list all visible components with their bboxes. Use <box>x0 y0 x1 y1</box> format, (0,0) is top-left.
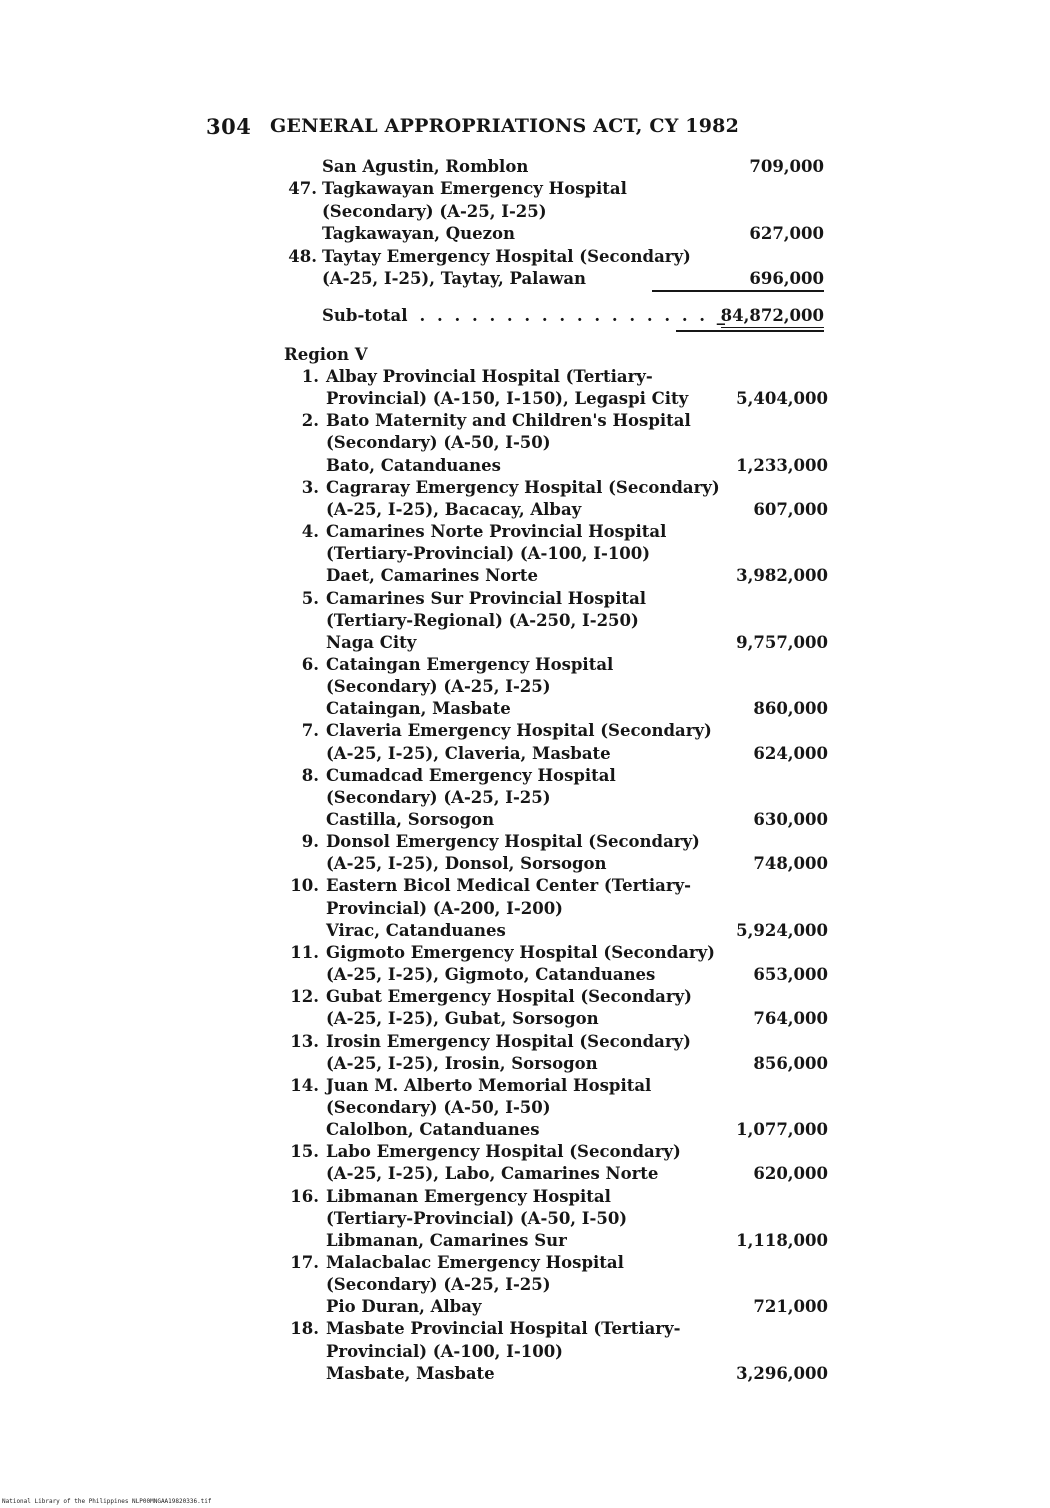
subtotal-row <box>0 305 1050 327</box>
entry-line <box>0 1230 1050 1252</box>
region-title: Region V <box>284 345 368 364</box>
entry-number: 13. <box>290 1031 319 1051</box>
entry-line <box>0 986 1050 1008</box>
entry-text: (Tertiary-Provincial) (A-50, I-50) <box>326 1208 628 1228</box>
entry-line <box>0 565 1050 587</box>
entry-line <box>0 543 1050 565</box>
entry-amount: 3,296,000 <box>736 1363 828 1383</box>
entry-amount: 696,000 <box>749 269 824 288</box>
entry-line <box>0 720 1050 742</box>
entry-line <box>0 268 1050 290</box>
subtotal-amount: 84,872,000 <box>721 305 824 328</box>
entry-amount: 653,000 <box>753 965 828 985</box>
entry-number: 18. <box>290 1319 319 1339</box>
entry-text: (Secondary) (A-25, I-25) <box>326 677 551 697</box>
entry-text: Cumadcad Emergency Hospital <box>326 765 616 785</box>
entry-text: Masbate, Masbate <box>326 1363 495 1383</box>
entry-text: (A-25, I-25), Irosin, Sorsogon <box>326 1053 598 1073</box>
entry-line <box>0 246 1050 268</box>
entry-line <box>0 875 1050 897</box>
entry-line <box>0 1008 1050 1030</box>
entry-line <box>0 1252 1050 1274</box>
entry-text: Taytay Emergency Hospital (Secondary) <box>322 246 691 266</box>
entry-amount: 624,000 <box>753 743 828 763</box>
entry-line <box>0 223 1050 245</box>
scan-footer: National Library of the Philippines NLP00MNGAA19820336.tif <box>2 1498 212 1505</box>
entry-text: Tagkawayan, Quezon <box>322 224 515 244</box>
entry-text: Donsol Emergency Hospital (Secondary) <box>326 832 700 852</box>
entry-line <box>0 156 1050 178</box>
entry-text: (Secondary) (A-25, I-25) <box>326 787 551 807</box>
entry-line <box>0 632 1050 654</box>
entry-amount: 627,000 <box>749 224 824 244</box>
entry-text: Cataingan, Masbate <box>326 699 511 719</box>
entry-line <box>0 853 1050 875</box>
entry-line <box>0 1363 1050 1385</box>
entry-number: 1. <box>301 367 319 386</box>
entry-text: Cataingan Emergency Hospital <box>326 654 614 674</box>
entry-text: Irosin Emergency Hospital (Secondary) <box>326 1031 691 1051</box>
entry-text: Daet, Camarines Norte <box>326 566 538 586</box>
entry-amount: 764,000 <box>753 1009 828 1029</box>
entry-line <box>0 698 1050 720</box>
entry-line <box>0 477 1050 499</box>
entry-amount: 860,000 <box>753 699 828 719</box>
entry-amount: 5,924,000 <box>736 920 828 940</box>
entry-number: 14. <box>290 1075 319 1095</box>
entry-text: Bato, Catanduanes <box>326 455 501 475</box>
subtotal-dots: . . . . . . . . . . . . . . . . . . _ <box>402 306 729 325</box>
entry-text: (Tertiary-Regional) (A-250, I-250) <box>326 610 639 630</box>
entry-text: (A-25, I-25), Gigmoto, Catanduanes <box>326 965 656 985</box>
entry-number: 2. <box>301 411 319 431</box>
entry-number: 11. <box>290 942 319 962</box>
page-title: GENERAL APPROPRIATIONS ACT, CY 1982 <box>270 115 739 137</box>
entry-number: 5. <box>301 588 319 608</box>
entry-line <box>0 1097 1050 1119</box>
entry-text: (A-25, I-25), Labo, Camarines Norte <box>326 1164 659 1184</box>
entry-line <box>0 676 1050 698</box>
entry-text: (A-25, I-25), Gubat, Sorsogon <box>326 1009 599 1029</box>
entry-text: Pio Duran, Albay <box>326 1297 482 1317</box>
entry-text: Calolbon, Catanduanes <box>326 1120 540 1140</box>
entry-text: (Secondary) (A-25, I-25) <box>326 1275 551 1295</box>
entry-amount: 1,233,000 <box>736 455 828 475</box>
entry-line <box>0 588 1050 610</box>
entry-text: Naga City <box>326 632 417 652</box>
entry-amount: 607,000 <box>753 499 828 519</box>
entry-line <box>0 1296 1050 1318</box>
entry-line <box>0 610 1050 632</box>
entry-line <box>0 521 1050 543</box>
entry-text: Masbate Provincial Hospital (Tertiary- <box>326 1319 681 1339</box>
entry-line <box>0 1053 1050 1075</box>
entry-amount: 3,982,000 <box>736 566 828 586</box>
entry-amount: 630,000 <box>753 810 828 829</box>
entry-amount: 5,404,000 <box>736 389 828 409</box>
entry-amount: 9,757,000 <box>736 632 828 652</box>
entry-number: 7. <box>301 721 319 741</box>
entry-line <box>0 432 1050 454</box>
entry-line <box>0 831 1050 853</box>
entry-number: 15. <box>290 1142 319 1162</box>
region-heading <box>0 344 1050 366</box>
entry-text: (Secondary) (A-25, I-25) <box>322 201 547 221</box>
entry-text: Bato Maternity and Children's Hospital <box>326 411 691 431</box>
entry-text: Castilla, Sorsogon <box>326 810 495 829</box>
entry-amount: 1,077,000 <box>736 1120 828 1140</box>
entry-amount: 856,000 <box>753 1053 828 1073</box>
entry-number: 17. <box>290 1253 319 1272</box>
entry-line <box>0 964 1050 986</box>
entry-amount: 709,000 <box>749 157 824 176</box>
entry-text: Albay Provincial Hospital (Tertiary- <box>326 367 653 386</box>
entry-amount: 748,000 <box>753 854 828 874</box>
page-number: 304 <box>206 114 252 139</box>
entry-line <box>0 388 1050 410</box>
entry-line <box>0 1274 1050 1296</box>
entry-line <box>0 1318 1050 1340</box>
entry-amount: 620,000 <box>753 1164 828 1184</box>
entry-line <box>0 1186 1050 1208</box>
entry-line <box>0 499 1050 521</box>
entry-number: 47. <box>288 179 317 199</box>
entry-line <box>0 1031 1050 1053</box>
entry-text: Juan M. Alberto Memorial Hospital <box>326 1075 652 1095</box>
entry-text: (Secondary) (A-50, I-50) <box>326 1097 551 1117</box>
entry-text: Provincial) (A-200, I-200) <box>326 898 563 918</box>
entry-line <box>0 410 1050 432</box>
entry-line <box>0 920 1050 942</box>
entry-number: 48. <box>288 246 317 266</box>
entry-line <box>0 366 1050 388</box>
entry-text: Malacbalac Emergency Hospital <box>326 1253 624 1272</box>
entry-text: Virac, Catanduanes <box>326 920 506 940</box>
entry-text: Tagkawayan Emergency Hospital <box>322 179 627 199</box>
subtotal-label: Sub-total <box>322 306 408 325</box>
entry-text: Libmanan, Camarines Sur <box>326 1230 567 1250</box>
entry-text: Provincial) (A-100, I-100) <box>326 1341 563 1361</box>
entry-number: 9. <box>301 832 319 852</box>
entry-text: Gigmoto Emergency Hospital (Secondary) <box>326 942 715 962</box>
entry-number: 12. <box>290 987 319 1007</box>
entry-number: 8. <box>301 765 319 785</box>
entry-line <box>0 654 1050 676</box>
entry-line <box>0 787 1050 809</box>
entry-line <box>0 809 1050 831</box>
entry-text: Provincial) (A-150, I-150), Legaspi City <box>326 389 689 409</box>
entry-text: Libmanan Emergency Hospital <box>326 1186 611 1206</box>
entry-line <box>0 1341 1050 1363</box>
entry-line <box>0 898 1050 920</box>
entry-line <box>0 1141 1050 1163</box>
entry-amount: 721,000 <box>753 1297 828 1317</box>
entry-text: (Tertiary-Provincial) (A-100, I-100) <box>326 544 651 564</box>
entry-text: Gubat Emergency Hospital (Secondary) <box>326 987 692 1007</box>
entry-line <box>0 201 1050 223</box>
entry-line <box>0 1208 1050 1230</box>
subtotal-rule <box>652 290 824 292</box>
entry-number: 3. <box>301 477 319 497</box>
entry-text: Camarines Sur Provincial Hospital <box>326 588 647 608</box>
entry-line <box>0 765 1050 787</box>
entry-line <box>0 743 1050 765</box>
entry-text: (Secondary) (A-50, I-50) <box>326 433 551 453</box>
subtotal-double-rule <box>676 330 824 332</box>
entry-text: (A-25, I-25), Donsol, Sorsogon <box>326 854 607 874</box>
entry-number: 10. <box>290 876 319 896</box>
entry-text: Eastern Bicol Medical Center (Tertiary- <box>326 876 691 896</box>
entry-line <box>0 1119 1050 1141</box>
entry-line <box>0 1075 1050 1097</box>
entry-text: Cagraray Emergency Hospital (Secondary) <box>326 477 720 497</box>
entry-text: (A-25, I-25), Bacacay, Albay <box>326 499 582 519</box>
entry-text: San Agustin, Romblon <box>322 157 529 176</box>
entry-text: (A-25, I-25), Taytay, Palawan <box>322 269 587 288</box>
entry-amount: 1,118,000 <box>736 1230 828 1250</box>
entry-line <box>0 178 1050 200</box>
entry-text: Labo Emergency Hospital (Secondary) <box>326 1142 681 1162</box>
entry-number: 6. <box>301 654 319 674</box>
entry-text: Claveria Emergency Hospital (Secondary) <box>326 721 712 741</box>
entry-line <box>0 1163 1050 1185</box>
entry-line <box>0 455 1050 477</box>
entry-text: (A-25, I-25), Claveria, Masbate <box>326 743 611 763</box>
entry-number: 16. <box>290 1186 319 1206</box>
entry-number: 4. <box>301 522 319 542</box>
entry-text: Camarines Norte Provincial Hospital <box>326 522 667 542</box>
entry-line <box>0 942 1050 964</box>
